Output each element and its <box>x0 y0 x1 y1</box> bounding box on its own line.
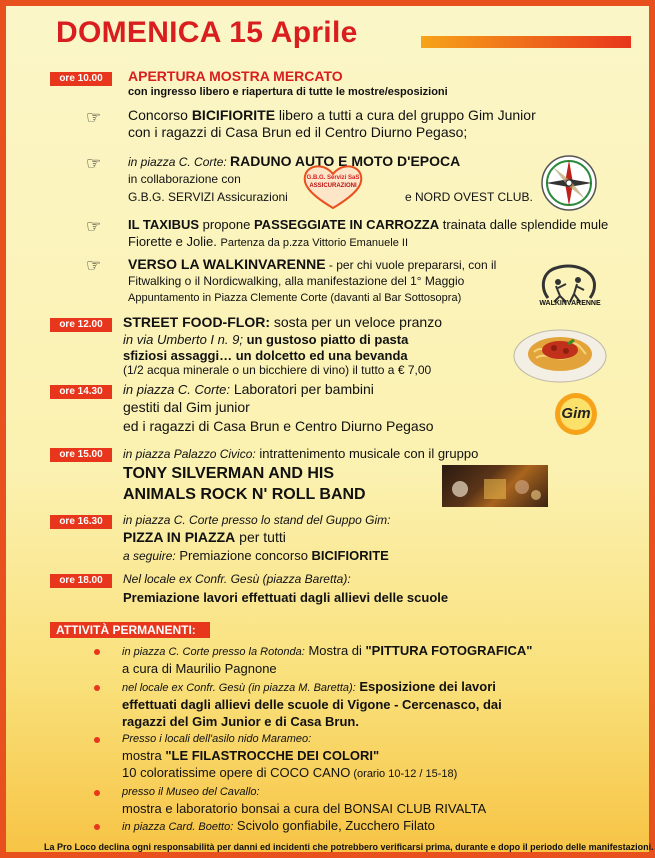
taxibus-name: IL TAXIBUS <box>128 217 200 232</box>
slot4-line1 <box>123 445 478 462</box>
gim-logo-text: Gim <box>561 405 591 422</box>
title-accent-bar <box>421 36 631 48</box>
perm1-line1 <box>122 642 532 659</box>
perm5-text: Scivolo gonfiabile, Zucchero Filato <box>233 818 435 833</box>
pointing-hand-icon: ☞ <box>86 256 102 275</box>
concorso-text-c: libero a tutti a cura del gruppo Gim Junior <box>275 107 536 123</box>
raduno-line1 <box>128 153 460 170</box>
perm2-line3: ragazzi del Gim Junior e di Casa Brun. <box>122 714 359 729</box>
perm2-line1 <box>122 678 496 695</box>
slot6-line2: Premiazione lavori effettuati dagli allievi delle scuole <box>123 590 449 605</box>
raduno-line2: in collaborazione con <box>128 172 241 186</box>
perm3-title: "LE FILASTROCCHE DEI COLORI" <box>165 748 380 763</box>
perm2-place: nel locale ex Confr. Gesù (in piazza M. Baretta): <box>122 682 356 694</box>
pointing-hand-icon: ☞ <box>86 154 102 173</box>
slot5-line3 <box>123 547 389 564</box>
street-food-pasta: un gustoso piatto di pasta <box>242 332 409 347</box>
raduno-title: RADUNO AUTO E MOTO D'EPOCA <box>230 153 461 169</box>
slot5-line2 <box>123 529 286 546</box>
perm3-line2 <box>122 747 379 764</box>
slot2-line2 <box>123 331 408 348</box>
taxibus-line2 <box>128 233 408 250</box>
concorso-line1 <box>128 107 536 124</box>
perm3-line3 <box>122 764 457 781</box>
taxibus-carrozza: PASSEGGIATE IN CARROZZA <box>253 217 440 232</box>
perm1-line2: a cura di Maurilio Pagnone <box>122 661 277 676</box>
walkin-title: VERSO LA WALKINVARENNE <box>128 256 326 272</box>
perm5-line1 <box>122 817 435 834</box>
slot3-line2: gestiti dal Gim junior <box>123 399 250 415</box>
perm4-line2: mostra e laboratorio bonsai a cura del BONSAI CLUB RIVALTA <box>122 801 487 816</box>
slot2-line1 <box>123 314 442 331</box>
band-name-line1: TONY SILVERMAN AND HIS <box>123 465 334 482</box>
concorso-text-a: Concorso <box>128 107 192 123</box>
street-food-text: sosta per un veloce pranzo <box>270 314 442 330</box>
slot1-heading: APERTURA MOSTRA MERCATO <box>128 68 343 84</box>
perm3-place: Presso i locali dell'asilo nido Marameo: <box>122 733 312 745</box>
perm1-title: "PITTURA FOTOGRAFICA" <box>365 643 533 658</box>
street-food-title: STREET FOOD-FLOR: <box>123 314 270 330</box>
concorso-bicifiorite: BICIFIORITE <box>191 107 276 123</box>
walkin-text-b: - per chi vuole prepararsi, con il <box>325 258 497 272</box>
band-name-line2: ANIMALS ROCK N' ROLL BAND <box>123 486 366 503</box>
band-photo <box>442 465 548 507</box>
bullet-dot <box>94 824 100 830</box>
time-badge-1000: ore 10.00 <box>50 72 112 86</box>
taxibus-mules: Fiorette e Jolie. <box>128 234 221 249</box>
slot1-subheading: con ingresso libero e riapertura di tutte le mostre/esposizioni <box>128 86 448 98</box>
gim-logo <box>554 392 598 436</box>
taxibus-departure: Partenza da p.zza Vittorio Emanuele II <box>220 237 409 249</box>
time-badge-1800: ore 18.00 <box>50 574 112 588</box>
street-food-place: in via Umberto I n. 9; <box>123 332 243 347</box>
perm3-text-a: mostra <box>122 748 166 763</box>
laboratori-place: in piazza C. Corte: <box>123 382 230 397</box>
pizza-text: per tutti <box>235 529 286 545</box>
slot2-line3: sfiziosi assaggi… un dolcetto ed una bevanda <box>123 348 408 363</box>
time-badge-1200: ore 12.00 <box>50 318 112 332</box>
perm5-place: in piazza Card. Boetto: <box>122 821 234 833</box>
gbg-heart-logo <box>300 164 366 210</box>
spaghetti-plate-image <box>512 316 608 386</box>
taxibus-line1 <box>128 216 608 233</box>
pizza-title: PIZZA IN PIAZZA <box>123 529 236 545</box>
perm3-opere: 10 coloratissime opere di COCO CANO <box>122 765 351 780</box>
time-badge-1630: ore 16.30 <box>50 515 112 529</box>
premiazione-text: Premiazione concorso <box>175 548 312 563</box>
slot2-line4: (1/2 acqua minerale o un bicchiere di vino) il tutto a € 7,00 <box>123 363 432 377</box>
perm2-text-a: Esposizione dei lavori <box>355 679 496 694</box>
concorso-line2: con i ragazzi di Casa Brun ed il Centro Diurno Pegaso; <box>128 124 468 140</box>
band-intro: intrattenimento musicale con il gruppo <box>255 446 479 461</box>
walkin-line2: Fitwalking o il Nordicwalking, alla manifestazione del 1° Maggio <box>128 274 465 288</box>
gbg-logo-line1: G.B.G. Servizi SaS <box>306 175 360 181</box>
taxibus-text-d: trainata dalle splendide mule <box>439 217 609 232</box>
walkinvarenne-logo-text: WALKINVARENNE <box>539 300 601 307</box>
raduno-place: in piazza C. Corte: <box>128 155 231 169</box>
gbg-logo-line2: ASSICURAZIONI <box>309 183 357 189</box>
slot6-place: Nel locale ex Confr. Gesù (piazza Baretta): <box>123 572 351 586</box>
pointing-hand-icon: ☞ <box>86 108 102 127</box>
pizza-followup-label: a seguire: <box>123 549 176 563</box>
time-badge-1430: ore 14.30 <box>50 385 112 399</box>
raduno-line3b: e NORD OVEST CLUB. <box>405 190 533 204</box>
perm1-text-a: Mostra di <box>304 643 366 658</box>
bullet-dot <box>94 737 100 743</box>
premiazione-bicifiorite: BICIFIORITE <box>311 548 389 563</box>
taxibus-text-b: propone <box>199 217 254 232</box>
disclaimer-footer: La Pro Loco declina ogni responsabilità per danni ed incidenti che potrebbero verificarsi prima, durante e dopo il periodo delle manifestazioni. <box>44 842 654 852</box>
perm1-place: in piazza C. Corte presso la Rotonda: <box>122 646 305 658</box>
raduno-line3: G.B.G. SERVIZI Assicurazioni <box>128 190 288 204</box>
nord-ovest-club-logo <box>540 154 598 212</box>
pointing-hand-icon: ☞ <box>86 217 102 236</box>
permanent-activities-label: ATTIVITÀ PERMANENTI: <box>50 622 210 638</box>
band-place: in piazza Palazzo Civico: <box>123 447 256 461</box>
perm2-line2: effettuati dagli allievi delle scuole di Vigone - Cercenasco, dai <box>122 697 502 712</box>
perm4-place: presso il Museo del Cavallo: <box>122 786 260 798</box>
bullet-dot <box>94 685 100 691</box>
time-badge-1500: ore 15.00 <box>50 448 112 462</box>
walkin-line1 <box>128 256 496 273</box>
bullet-dot <box>94 649 100 655</box>
bullet-dot <box>94 790 100 796</box>
walkinvarenne-logo <box>534 262 606 312</box>
slot3-line3: ed i ragazzi di Casa Brun e Centro Diurno Pegaso <box>123 418 434 434</box>
perm3-orario: (orario 10-12 / 15-18) <box>350 768 458 780</box>
walkin-line3: Appuntamento in Piazza Clemente Corte (davanti al Bar Sottosopra) <box>128 292 462 304</box>
page-title: DOMENICA 15 Aprile <box>56 16 358 49</box>
slot5-place: in piazza C. Corte presso lo stand del Guppo Gim: <box>123 513 391 527</box>
slot3-line1 <box>123 381 374 398</box>
laboratori-text: Laboratori per bambini <box>229 381 374 397</box>
